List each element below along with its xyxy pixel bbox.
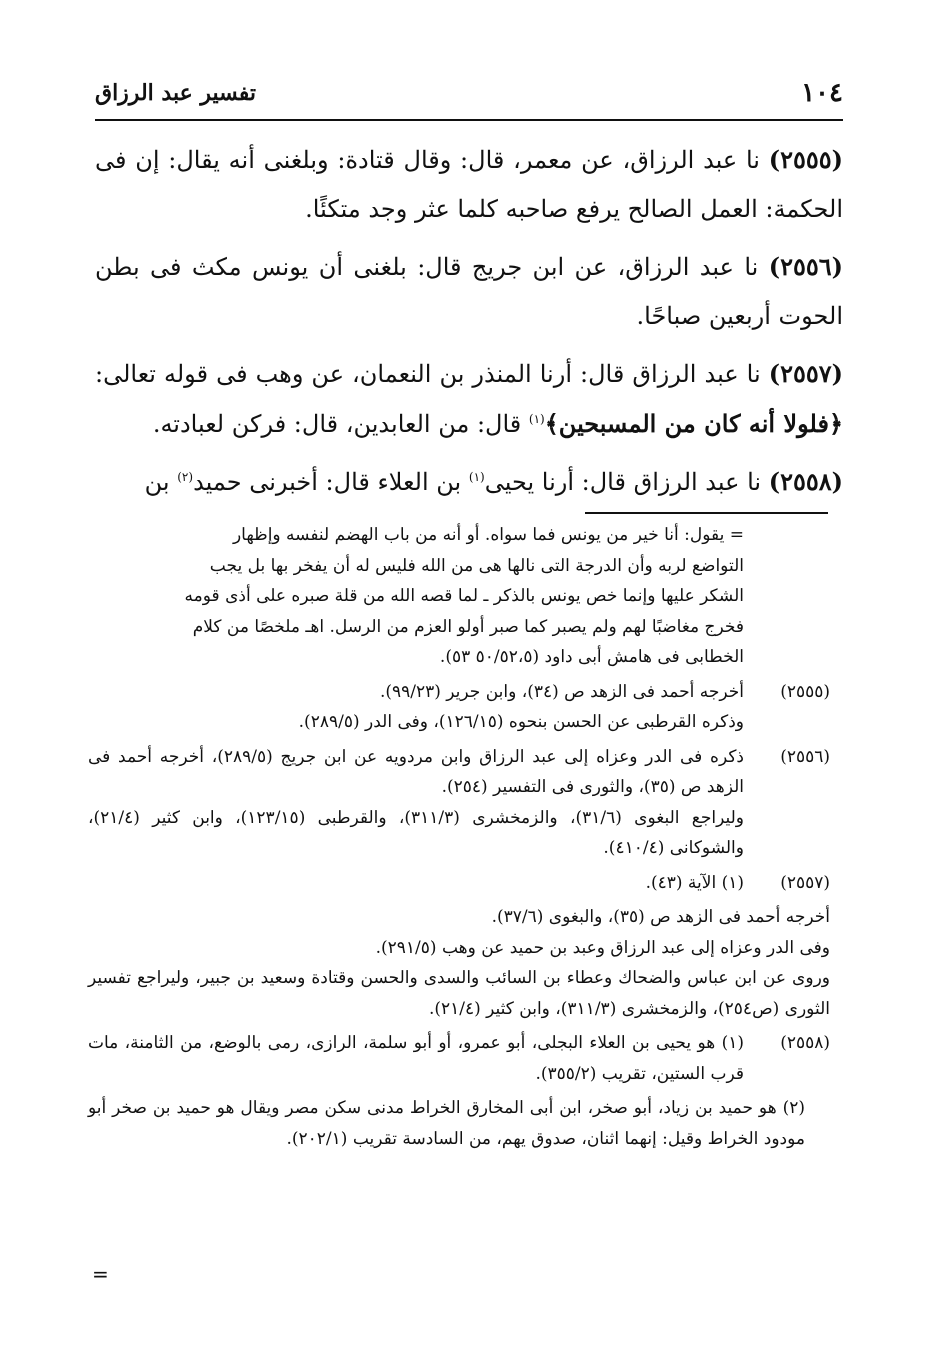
footnote-line: (٢) هو حميد بن زياد، أبو صخر، ابن أبى المخارق الخراط مدنى سكن مصر ويقال هو حميد بن صخر أبو مودود الخراط وقيل: إنهما اثنان، صدوق يهم، من السادسة تقريب (٢٠٢/١).: [88, 1098, 805, 1149]
footnote-line: وليراجع البغوى (٣١/٦)، والزمخشرى (٣١١/٣)، والقرطبى (١٢٣/١٥)، وابن كثير (٢١/٤)، والشوكانى (٤١٠/٤).: [88, 807, 744, 858]
footnotes: [88, 520, 830, 1154]
footnote-divider: [585, 512, 828, 514]
footnote-line: وذكره القرطبى عن الحسن بنحوه (١٢٦/١٥)، وفى الدر (٢٨٩/٥).: [298, 712, 744, 732]
footnote-line: الخطابى فى هامش أبى داود (٥٠/٥٢،٥ ٥٣).: [439, 647, 744, 667]
footnote-label: (٢٥٥٥): [780, 681, 830, 702]
header-divider: [95, 119, 843, 121]
footnote-line: التواضع لربه وأن الدرجة التى نالها هى من الله فليس له أن يفخر بها بل يجب: [209, 555, 744, 576]
footnote-2555: [88, 677, 830, 738]
footnote-label: (٢٥٥٧): [780, 872, 830, 893]
entry-text: قال: من العابدين، قال: فركن لعبادته.: [152, 410, 522, 438]
footnote-line: الشكر عليها وإنما خص يونس بالذكر ـ لما قصه الله من قلة صبره على أذى قومه: [184, 586, 744, 606]
entry-2557: [95, 349, 843, 449]
footnote-line: (١) هو يحيى بن العلاء البجلى، أبو عمرو، أو أبو سلمة، الرازى، رمى بالوضع، من الثامنة، مات قرب الستين، تقريب (٣٥٥/٢).: [88, 1033, 744, 1084]
footnote-label: (٢٥٥٦): [780, 746, 830, 767]
entry-number: (٢٥٥٦): [768, 252, 843, 281]
entry-2556: [95, 242, 843, 341]
entry-text: بن: [144, 468, 170, 496]
entry-text: نا عبد الرزاق، عن معمر، قال: وقال قتادة: وبلغنى أنه يقال: إن فى الحكمة: العمل الصالح يرفع صاحبه كلما عثر وجد متكئًا.: [95, 146, 843, 223]
continues-mark: =: [92, 1262, 109, 1286]
footnote-line: أخرجه أحمد فى الزهد ص (٣٤)، وابن جرير (٩٩/٢٣).: [379, 681, 744, 702]
entry-number: (٢٥٥٥): [768, 145, 843, 174]
footnote-2557-body: [88, 902, 830, 1024]
entry-text: نا عبد الرزاق، عن ابن جريج قال: بلغنى أن يونس مكث فى بطن الحوت أربعين صباحًا.: [95, 253, 843, 330]
entry-text: بن العلاء قال: أخبرنى حميد: [193, 468, 462, 496]
entry-number: (٢٥٥٨): [768, 467, 843, 496]
footnote-marker: (١): [528, 412, 545, 426]
footnote-line: أخرجه أحمد فى الزهد ص (٣٥)، والبغوى (٣٧/٦).: [491, 907, 830, 927]
entry-2555: [95, 135, 843, 234]
quran-verse: ﴿فلولا أنه كان من المسبحين﴾: [544, 409, 843, 438]
footnote-2558-note-2: [88, 1093, 830, 1154]
footnote-continuation: [88, 520, 830, 673]
page-number: ١٠٤: [801, 78, 843, 108]
footnote-label: (٢٥٥٨): [780, 1033, 830, 1053]
page-header: [95, 72, 843, 116]
footnote-line: (١) الآية (٤٣).: [645, 872, 744, 893]
footnote-marker: (١): [468, 470, 485, 484]
footnote-line: وفى الدر وعزاه إلى عبد الرزاق وعبد بن حميد عن وهب (٢٩١/٥).: [375, 937, 830, 958]
footnote-2556: [88, 742, 830, 864]
footnote-line: ذكره فى الدر وعزاه إلى عبد الرزاق وابن مردويه عن ابن جريج (٢٨٩/٥)، أخرجه أحمد فى الزهد ص (٣٥)، والثورى فى التفسير (٢٥٤).: [88, 746, 744, 797]
main-text: [95, 135, 843, 515]
footnote-line: فخرج مغاضبًا لهم ولم يصبر كما صبر أولو العزم من الرسل. اهـ ملخصًا من كلام: [192, 616, 744, 637]
entry-number: (٢٥٥٧): [768, 359, 843, 388]
entry-text: نا عبد الرزاق قال: أرنا المنذر بن النعمان، عن وهب فى قوله تعالى:: [95, 360, 761, 388]
footnote-2558: [88, 1028, 830, 1089]
footnote-line: وروى عن ابن عباس والضحاك وعطاء بن السائب والسدى والحسن وقتادة وسعيد بن جبير، وليراجع تفسير الثورى (ص٢٥٤)، والزمخشرى (٣١١/٣)، وابن كثير (٢١/٤).: [88, 968, 830, 1019]
footnote-2557: [88, 868, 830, 899]
entry-text: نا عبد الرزاق قال: أرنا يحيى: [484, 468, 762, 496]
running-title: تفسير عبد الرزاق: [95, 80, 257, 106]
footnote-line: = يقول: أنا خير من يونس فما سواه. أو أنه من باب الهضم لنفسه وإظهار: [232, 525, 744, 545]
entry-2558: [95, 457, 843, 507]
footnote-marker: (٢): [177, 470, 194, 484]
